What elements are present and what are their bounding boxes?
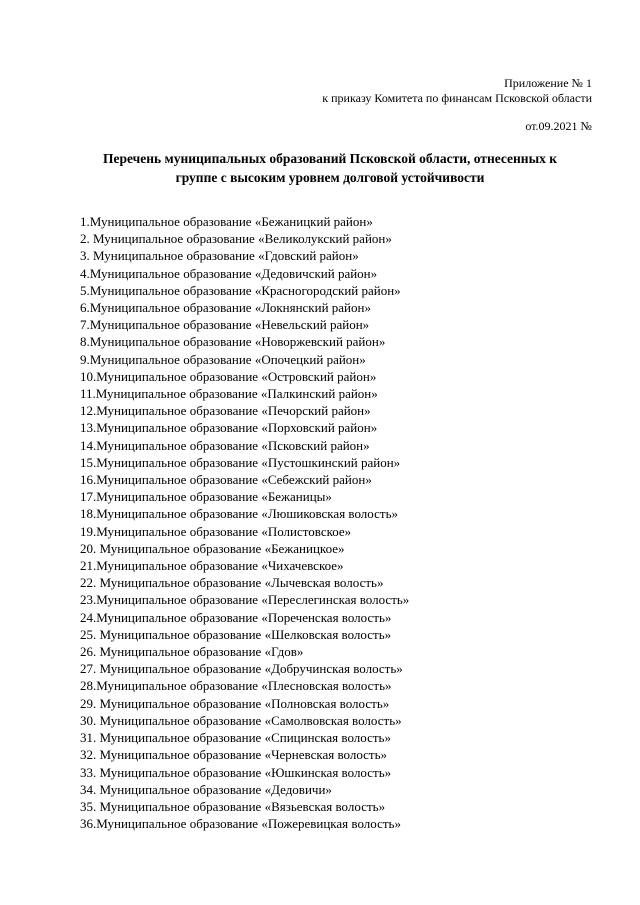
document-title xyxy=(60,149,600,187)
list-item: 8.Муниципальное образование «Новоржевский район» xyxy=(80,334,386,350)
list-item: 35. Муниципальное образование «Вязьевская волость» xyxy=(80,798,386,814)
annex-order-reference: к приказу Комитета по финансам Псковской области xyxy=(322,91,592,105)
list-item: 10.Муниципальное образование «Островский район» xyxy=(80,368,377,384)
order-date: от.09.2021 № xyxy=(525,119,592,133)
list-item: 21.Муниципальное образование «Чихачевское» xyxy=(80,558,344,574)
list-item: 2. Муниципальное образование «Великолукский район» xyxy=(80,231,392,247)
list-item: 9.Муниципальное образование «Опочецкий район» xyxy=(80,351,366,367)
list-item: 22. Муниципальное образование «Лычевская волость» xyxy=(80,575,384,591)
list-item: 34. Муниципальное образование «Дедовичи» xyxy=(80,781,332,797)
list-item: 33. Муниципальное образование «Юшкинская волость» xyxy=(80,764,392,780)
list-item: 14.Муниципальное образование «Псковский район» xyxy=(80,437,370,453)
list-item: 26. Муниципальное образование «Гдов» xyxy=(80,644,304,660)
municipality-list xyxy=(80,213,409,832)
list-item: 18.Муниципальное образование «Люшиковская волость» xyxy=(80,506,398,522)
list-item: 3. Муниципальное образование «Гдовский район» xyxy=(80,248,359,264)
list-item: 16.Муниципальное образование «Себежский район» xyxy=(80,472,372,488)
list-item: 12.Муниципальное образование «Печорский район» xyxy=(80,403,371,419)
list-item: 19.Муниципальное образование «Полистовское» xyxy=(80,523,352,539)
list-item: 6.Муниципальное образование «Локнянский район» xyxy=(80,300,371,316)
list-item: 11.Муниципальное образование «Палкинский район» xyxy=(80,386,378,402)
document-title-line-2: группе с высоким уровнем долговой устойчивости xyxy=(175,170,485,185)
document-title-line-1: Перечень муниципальных образований Псковской области, отнесенных к xyxy=(102,151,558,166)
list-item: 28.Муниципальное образование «Плесновская волость» xyxy=(80,678,392,694)
list-item: 24.Муниципальное образование «Пореченская волость» xyxy=(80,609,392,625)
list-item: 36.Муниципальное образование «Пожеревицкая волость» xyxy=(80,816,401,832)
annex-number: Приложение № 1 xyxy=(504,76,592,90)
list-item: 20. Муниципальное образование «Бежаницкое» xyxy=(80,540,345,556)
list-item: 29. Муниципальное образование «Полновская волость» xyxy=(80,695,390,711)
list-item: 17.Муниципальное образование «Бежаницы» xyxy=(80,489,332,505)
list-item: 31. Муниципальное образование «Спицинская волость» xyxy=(80,730,391,746)
list-item: 13.Муниципальное образование «Порховский район» xyxy=(80,420,378,436)
list-item: 25. Муниципальное образование «Шелковская волость» xyxy=(80,626,392,642)
list-item: 32. Муниципальное образование «Черневская волость» xyxy=(80,747,388,763)
list-item: 30. Муниципальное образование «Самолвовская волость» xyxy=(80,712,402,728)
annex-header xyxy=(322,76,592,106)
list-item: 7.Муниципальное образование «Невельский район» xyxy=(80,317,370,333)
list-item: 5.Муниципальное образование «Красногородский район» xyxy=(80,282,401,298)
list-item: 15.Муниципальное образование «Пустошкинский район» xyxy=(80,454,401,470)
list-item: 4.Муниципальное образование «Дедовичский район» xyxy=(80,265,378,281)
list-item: 1.Муниципальное образование «Бежаницкий район» xyxy=(80,214,373,229)
list-item: 27. Муниципальное образование «Добручинская волость» xyxy=(80,661,403,677)
list-item: 23.Муниципальное образование «Переслегинская волость» xyxy=(80,592,410,608)
